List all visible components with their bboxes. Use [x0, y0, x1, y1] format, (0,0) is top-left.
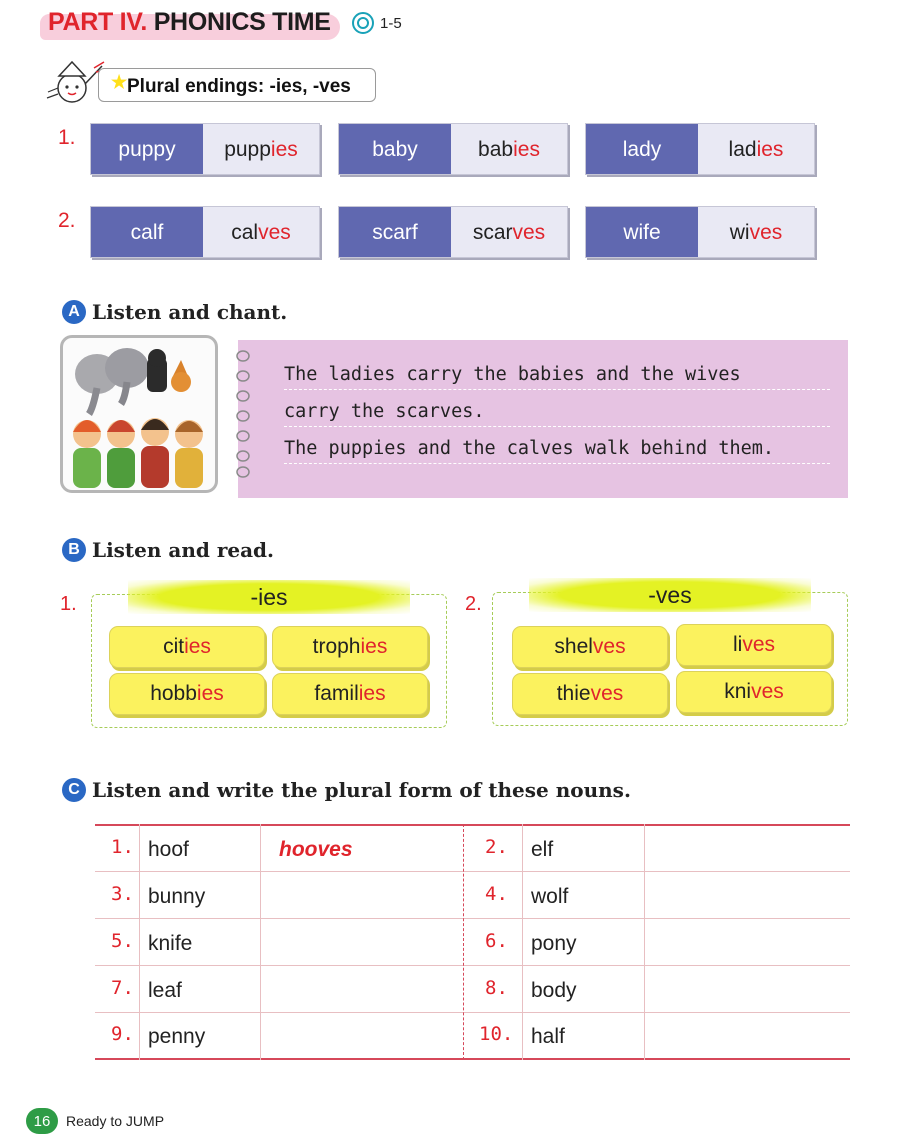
- table-border: [95, 1058, 850, 1060]
- plural-ending: ies: [513, 138, 540, 161]
- table-border: [95, 824, 850, 826]
- plural-word: cal ves: [203, 207, 319, 257]
- word-chip: li ves: [676, 624, 832, 666]
- word-chip: kni ves: [676, 671, 832, 713]
- singular-word: scarf: [339, 207, 451, 257]
- noun-word: pony: [531, 932, 577, 955]
- star-icon: ★: [111, 72, 128, 92]
- noun-word: penny: [148, 1025, 206, 1048]
- group-number: 2.: [465, 593, 482, 615]
- column-divider: [260, 824, 261, 1060]
- word-chip: hobb ies: [109, 673, 265, 715]
- mascot-icon: [44, 58, 106, 112]
- family-animals-picture: [63, 338, 215, 490]
- noun-word: leaf: [148, 979, 182, 1002]
- spiral-binding-icon: [232, 348, 254, 478]
- row-number: 1.: [58, 126, 76, 149]
- page-title: [48, 8, 331, 37]
- chant-line: The puppies and the calves walk behind them.: [284, 438, 830, 464]
- singular-word: puppy: [91, 124, 203, 174]
- column-divider: [644, 824, 645, 1060]
- noun-word: knife: [148, 932, 193, 955]
- word-pair: [585, 123, 815, 175]
- track-number: 1-5: [380, 14, 402, 32]
- page-number: 16: [26, 1108, 58, 1134]
- word-chip: famil ies: [272, 673, 428, 715]
- topic-label: Plural endings: -ies, -ves: [127, 76, 351, 97]
- item-number: 8.: [485, 977, 508, 999]
- chant-line: The ladies carry the babies and the wives: [284, 364, 830, 390]
- plural-ending: ies: [756, 138, 784, 161]
- plural-ending: ves: [749, 221, 783, 244]
- singular-word: wife: [586, 207, 698, 257]
- word-chip: troph ies: [272, 626, 428, 668]
- column-divider: [522, 824, 523, 1060]
- item-number: 9.: [111, 1023, 134, 1045]
- plural-word: lad ies: [698, 124, 814, 174]
- column-divider: [139, 824, 140, 1060]
- item-number: 10.: [479, 1023, 514, 1045]
- word-chip: shel ves: [512, 626, 668, 668]
- item-number: 3.: [111, 883, 134, 905]
- cd-audio-icon[interactable]: [352, 12, 374, 34]
- title-label: PHONICS TIME: [153, 8, 331, 36]
- noun-word: hoof: [148, 838, 189, 861]
- topic-box: [98, 68, 376, 102]
- word-pair: [585, 206, 815, 258]
- item-number: 6.: [485, 930, 508, 952]
- row-divider: [95, 918, 850, 919]
- page-footer: [26, 1108, 164, 1134]
- row-divider: [95, 1012, 850, 1013]
- word-chip: cit ies: [109, 626, 265, 668]
- noun-word: elf: [531, 838, 554, 861]
- answer-field[interactable]: hooves: [279, 838, 353, 861]
- section-heading: Listen and chant.: [92, 300, 288, 324]
- plural-answer-table: [95, 824, 850, 1060]
- group-label: -ves: [529, 578, 811, 612]
- plural-word: bab ies: [451, 124, 567, 174]
- noun-word: half: [531, 1025, 565, 1048]
- word-pair: [90, 206, 320, 258]
- noun-word: wolf: [531, 885, 569, 908]
- word-pair: [338, 206, 568, 258]
- row-number: 2.: [58, 209, 76, 232]
- singular-word: calf: [91, 207, 203, 257]
- plural-word: wi ves: [698, 207, 814, 257]
- word-pair: [338, 123, 568, 175]
- row-divider: [95, 965, 850, 966]
- center-divider: [463, 824, 464, 1060]
- item-number: 4.: [485, 883, 508, 905]
- plural-ending: ves: [512, 221, 546, 244]
- word-chip: thie ves: [512, 673, 668, 715]
- section-heading: Listen and write the plural form of these nouns.: [92, 778, 631, 802]
- audio-track[interactable]: [352, 12, 402, 34]
- plural-ending: ies: [270, 138, 298, 161]
- plural-ending: ves: [258, 221, 291, 244]
- section-badge: C: [62, 778, 86, 802]
- part-label: PART IV.: [48, 8, 148, 36]
- item-number: 1.: [111, 836, 134, 858]
- word-pair: [90, 123, 320, 175]
- row-divider: [95, 871, 850, 872]
- singular-word: baby: [339, 124, 451, 174]
- singular-word: lady: [586, 124, 698, 174]
- chant-line: carry the scarves.: [284, 401, 830, 427]
- book-title: Ready to JUMP: [66, 1113, 165, 1129]
- chant-box: [238, 340, 848, 498]
- plural-word: scar ves: [451, 207, 567, 257]
- chant-illustration: [60, 335, 218, 493]
- section-badge: B: [62, 538, 86, 562]
- section-badge: A: [62, 300, 86, 324]
- plural-word: pupp ies: [203, 124, 319, 174]
- group-label: -ies: [128, 580, 410, 614]
- page-header: [40, 6, 360, 42]
- noun-word: bunny: [148, 885, 206, 908]
- section-heading: Listen and read.: [92, 538, 275, 562]
- item-number: 2.: [485, 836, 508, 858]
- section-c-title: [62, 778, 631, 802]
- section-a-title: [62, 300, 287, 324]
- item-number: 5.: [111, 930, 134, 952]
- noun-word: body: [531, 979, 577, 1002]
- section-b-title: [62, 538, 274, 562]
- item-number: 7.: [111, 977, 134, 999]
- group-number: 1.: [60, 593, 77, 615]
